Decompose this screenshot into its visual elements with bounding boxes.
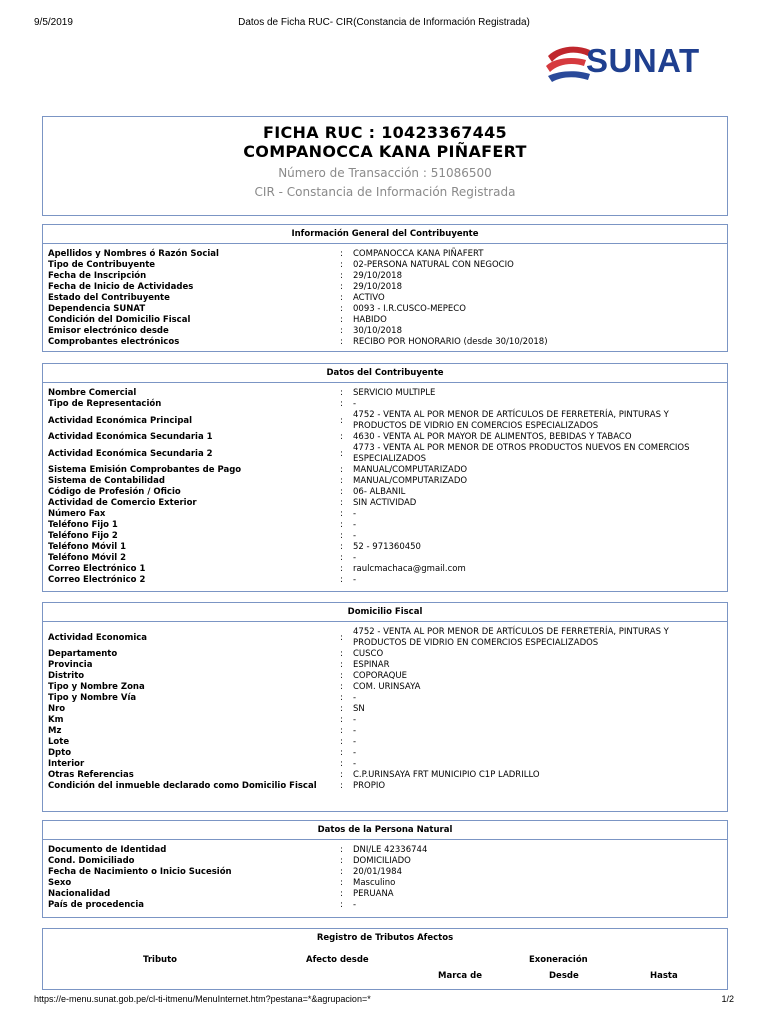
field-row [43, 282, 727, 293]
field-label: Departamento [48, 649, 118, 659]
field-value: - [353, 759, 357, 769]
print-title: Datos de Ficha RUC- CIR(Constancia de Información Registrada) [238, 17, 530, 28]
field-label: Interior [48, 759, 85, 769]
print-url: https://e-menu.sunat.gob.pe/cl-ti-itmenu/MenuInternet.htm?pestana=*&agrupacion=* [34, 994, 371, 1004]
field-separator: : [340, 476, 343, 486]
field-label: Teléfono Móvil 1 [48, 542, 127, 552]
field-value: COMPANOCCA KANA PIÑAFERT [353, 249, 484, 259]
field-value: PROPIO [353, 781, 386, 791]
field-value: ACTIVO [353, 293, 385, 303]
field-separator: : [340, 660, 343, 670]
section-title: Información General del Contribuyente [43, 225, 727, 244]
field-separator: : [340, 781, 343, 791]
field-label: Emisor electrónico desde [48, 326, 169, 336]
field-separator: : [340, 520, 343, 530]
field-label: Condición del Domicilio Fiscal [48, 315, 191, 325]
field-label: Actividad Económica Secundaria 2 [48, 448, 213, 459]
field-row [43, 443, 727, 465]
field-value: - [353, 748, 357, 758]
field-value: - [353, 726, 357, 736]
field-label: Teléfono Móvil 2 [48, 553, 127, 563]
field-separator: : [340, 889, 343, 899]
field-value: - [353, 399, 357, 409]
field-row [43, 465, 727, 476]
col-marca: Marca de [438, 971, 482, 981]
field-separator: : [340, 542, 343, 552]
col-tributo: Tributo [143, 955, 178, 965]
print-footer [34, 994, 734, 1008]
col-hasta: Hasta [650, 971, 678, 981]
field-row [43, 781, 727, 792]
field-value: SERVICIO MULTIPLE [353, 388, 436, 398]
field-row [43, 737, 727, 748]
field-value: 06- ALBANIL [353, 487, 406, 497]
field-label: Actividad Economica [48, 632, 148, 643]
field-row [43, 337, 727, 348]
field-label: Condición del inmueble declarado como Domicilio Fiscal [48, 781, 317, 791]
field-value: RECIBO POR HONORARIO (desde 30/10/2018) [353, 337, 548, 347]
field-label: Nombre Comercial [48, 388, 137, 398]
field-label: Estado del Contribuyente [48, 293, 170, 303]
field-separator: : [340, 737, 343, 747]
field-row [43, 770, 727, 781]
field-value: - [353, 509, 357, 519]
field-row [43, 856, 727, 867]
field-row [43, 399, 727, 410]
field-label: Teléfono Fijo 2 [48, 531, 118, 541]
field-separator: : [340, 432, 343, 442]
ficha-header [42, 116, 728, 216]
field-separator: : [340, 465, 343, 475]
tributos-section [42, 928, 728, 990]
section-title: Datos de la Persona Natural [43, 821, 727, 840]
field-row [43, 867, 727, 878]
field-value: SN [353, 704, 365, 714]
field-row [43, 249, 727, 260]
field-value: raulcmachaca@gmail.com [353, 564, 466, 574]
field-value: 4752 - VENTA AL POR MENOR DE ARTÍCULOS DE FERRETERÍA, PINTURAS Y PRODUCTOS DE VIDRIO EN COMERCIOS ESPECIALIZADOS [353, 410, 669, 431]
field-label: Sistema Emisión Comprobantes de Pago [48, 465, 242, 475]
field-separator: : [340, 649, 343, 659]
ruc-title: FICHA RUC : 10423367445 [263, 123, 507, 142]
field-separator: : [340, 388, 343, 398]
field-label: Tipo de Contribuyente [48, 260, 156, 270]
field-separator: : [340, 260, 343, 270]
field-row [43, 693, 727, 704]
field-row [43, 271, 727, 282]
field-label: Otras Referencias [48, 770, 134, 780]
field-row [43, 671, 727, 682]
field-label: Actividad de Comercio Exterior [48, 498, 197, 508]
field-label: Actividad Económica Principal [48, 415, 193, 426]
field-row [43, 845, 727, 856]
field-row [43, 487, 727, 498]
field-value: COM. URINSAYA [353, 682, 421, 692]
field-label: Documento de Identidad [48, 845, 167, 855]
section-title: Datos del Contribuyente [43, 364, 727, 383]
field-row [43, 553, 727, 564]
field-row [43, 293, 727, 304]
field-separator: : [340, 531, 343, 541]
field-row [43, 889, 727, 900]
field-label: Tipo de Representación [48, 399, 162, 409]
field-separator: : [340, 448, 343, 459]
field-separator: : [340, 704, 343, 714]
general-info-section [42, 224, 728, 352]
field-value: COPORAQUE [353, 671, 407, 681]
field-row [43, 878, 727, 889]
field-label: Dependencia SUNAT [48, 304, 146, 314]
field-row [43, 715, 727, 726]
print-date: 9/5/2019 [34, 17, 73, 28]
field-label: Distrito [48, 671, 85, 681]
field-value: 4630 - VENTA AL POR MAYOR DE ALIMENTOS, BEBIDAS Y TABACO [353, 432, 632, 442]
field-separator: : [340, 498, 343, 508]
field-label: Correo Electrónico 2 [48, 575, 146, 585]
field-label: Código de Profesión / Oficio [48, 487, 181, 497]
field-separator: : [340, 304, 343, 314]
field-label: Apellidos y Nombres ó Razón Social [48, 249, 219, 259]
field-row [43, 410, 727, 432]
field-separator: : [340, 564, 343, 574]
field-value: DOMICILIADO [353, 856, 411, 866]
field-row [43, 531, 727, 542]
field-row [43, 759, 727, 770]
field-row [43, 704, 727, 715]
field-value: 4752 - VENTA AL POR MENOR DE ARTÍCULOS DE FERRETERÍA, PINTURAS Y PRODUCTOS DE VIDRIO EN COMERCIOS ESPECIALIZADOS [353, 627, 669, 648]
field-row [43, 326, 727, 337]
domicilio-section [42, 602, 728, 812]
field-separator: : [340, 856, 343, 866]
field-value: - [353, 520, 357, 530]
field-value: PERUANA [353, 889, 394, 899]
field-value: SIN ACTIVIDAD [353, 498, 417, 508]
field-value: - [353, 575, 357, 585]
field-value: - [353, 693, 357, 703]
field-label: Sistema de Contabilidad [48, 476, 165, 486]
field-label: Sexo [48, 878, 72, 888]
print-header [34, 17, 734, 31]
field-label: Tipo y Nombre Zona [48, 682, 145, 692]
field-separator: : [340, 326, 343, 336]
field-value: 4773 - VENTA AL POR MENOR DE OTROS PRODUCTOS NUEVOS EN COMERCIOS ESPECIALIZADOS [353, 443, 690, 464]
field-label: Nro [48, 704, 66, 714]
field-separator: : [340, 759, 343, 769]
field-row [43, 509, 727, 520]
field-separator: : [340, 693, 343, 703]
tributos-header [43, 948, 727, 988]
field-label: Correo Electrónico 1 [48, 564, 146, 574]
field-row [43, 304, 727, 315]
field-row [43, 660, 727, 671]
logo-text: SUNAT [586, 42, 700, 79]
field-row [43, 900, 727, 911]
taxpayer-name: COMPANOCCA KANA PIÑAFERT [243, 142, 527, 161]
field-value: 30/10/2018 [353, 326, 402, 336]
col-exoneracion: Exoneración [529, 955, 588, 965]
field-row [43, 682, 727, 693]
field-separator: : [340, 575, 343, 585]
field-separator: : [340, 249, 343, 259]
field-separator: : [340, 726, 343, 736]
field-row [43, 748, 727, 759]
field-separator: : [340, 487, 343, 497]
field-value: C.P.URINSAYA FRT MUNICIPIO C1P LADRILLO [353, 770, 540, 780]
field-list [43, 383, 727, 586]
field-row [43, 542, 727, 553]
field-label: Fecha de Nacimiento o Inicio Sucesión [48, 867, 232, 877]
field-label: Lote [48, 737, 70, 747]
field-label: Provincia [48, 660, 93, 670]
field-separator: : [340, 867, 343, 877]
field-value: - [353, 553, 357, 563]
col-afecto-desde: Afecto desde [306, 955, 369, 965]
field-value: - [353, 531, 357, 541]
field-label: Tipo y Nombre Vía [48, 693, 137, 703]
field-separator: : [340, 293, 343, 303]
field-list [43, 244, 727, 348]
col-desde: Desde [549, 971, 579, 981]
cir-subtitle: CIR - Constancia de Información Registrada [254, 185, 516, 199]
field-separator: : [340, 715, 343, 725]
field-separator: : [340, 748, 343, 758]
field-row [43, 432, 727, 443]
field-label: Km [48, 715, 64, 725]
transaction-number: Número de Transacción : 51086500 [278, 166, 492, 180]
field-label: Mz [48, 726, 62, 736]
field-value: MANUAL/COMPUTARIZADO [353, 465, 468, 475]
field-separator: : [340, 282, 343, 292]
field-value: 02-PERSONA NATURAL CON NEGOCIO [353, 260, 514, 270]
field-separator: : [340, 682, 343, 692]
field-label: Nacionalidad [48, 889, 111, 899]
field-value: DNI/LE 42336744 [353, 845, 428, 855]
field-value: 29/10/2018 [353, 271, 402, 281]
field-label: Comprobantes electrónicos [48, 337, 180, 347]
field-label: Número Fax [48, 509, 106, 519]
field-value: HABIDO [353, 315, 387, 325]
field-list [43, 840, 727, 911]
field-separator: : [340, 900, 343, 910]
field-row [43, 520, 727, 531]
section-title: Registro de Tributos Afectos [43, 929, 727, 948]
field-separator: : [340, 399, 343, 409]
section-title: Domicilio Fiscal [43, 603, 727, 622]
field-separator: : [340, 632, 343, 643]
field-separator: : [340, 315, 343, 325]
contribuyente-section [42, 363, 728, 592]
field-separator: : [340, 509, 343, 519]
field-label: Fecha de Inscripción [48, 271, 147, 281]
field-value: 29/10/2018 [353, 282, 402, 292]
sunat-logo [544, 42, 724, 86]
field-label: Cond. Domiciliado [48, 856, 135, 866]
field-label: Actividad Económica Secundaria 1 [48, 432, 213, 442]
field-row [43, 726, 727, 737]
field-separator: : [340, 845, 343, 855]
field-value: CUSCO [353, 649, 384, 659]
field-separator: : [340, 553, 343, 563]
field-value: - [353, 900, 357, 910]
field-value: ESPINAR [353, 660, 390, 670]
field-value: 52 - 971360450 [353, 542, 421, 552]
field-list [43, 622, 727, 792]
field-value: Masculino [353, 878, 396, 888]
field-row [43, 564, 727, 575]
field-row [43, 627, 727, 649]
field-value: - [353, 737, 357, 747]
field-row [43, 649, 727, 660]
field-row [43, 315, 727, 326]
field-label: País de procedencia [48, 900, 144, 910]
field-separator: : [340, 337, 343, 347]
field-row [43, 575, 727, 586]
field-row [43, 388, 727, 399]
field-label: Teléfono Fijo 1 [48, 520, 118, 530]
field-row [43, 476, 727, 487]
field-separator: : [340, 878, 343, 888]
field-separator: : [340, 415, 343, 426]
field-row [43, 260, 727, 271]
persona-section [42, 820, 728, 918]
field-value: MANUAL/COMPUTARIZADO [353, 476, 468, 486]
field-label: Fecha de Inicio de Actividades [48, 282, 194, 292]
field-value: 20/01/1984 [353, 867, 402, 877]
field-separator: : [340, 770, 343, 780]
field-separator: : [340, 671, 343, 681]
field-separator: : [340, 271, 343, 281]
page-number: 1/2 [721, 994, 734, 1004]
field-value: 0093 - I.R.CUSCO-MEPECO [353, 304, 466, 314]
field-value: - [353, 715, 357, 725]
field-label: Dpto [48, 748, 72, 758]
field-row [43, 498, 727, 509]
